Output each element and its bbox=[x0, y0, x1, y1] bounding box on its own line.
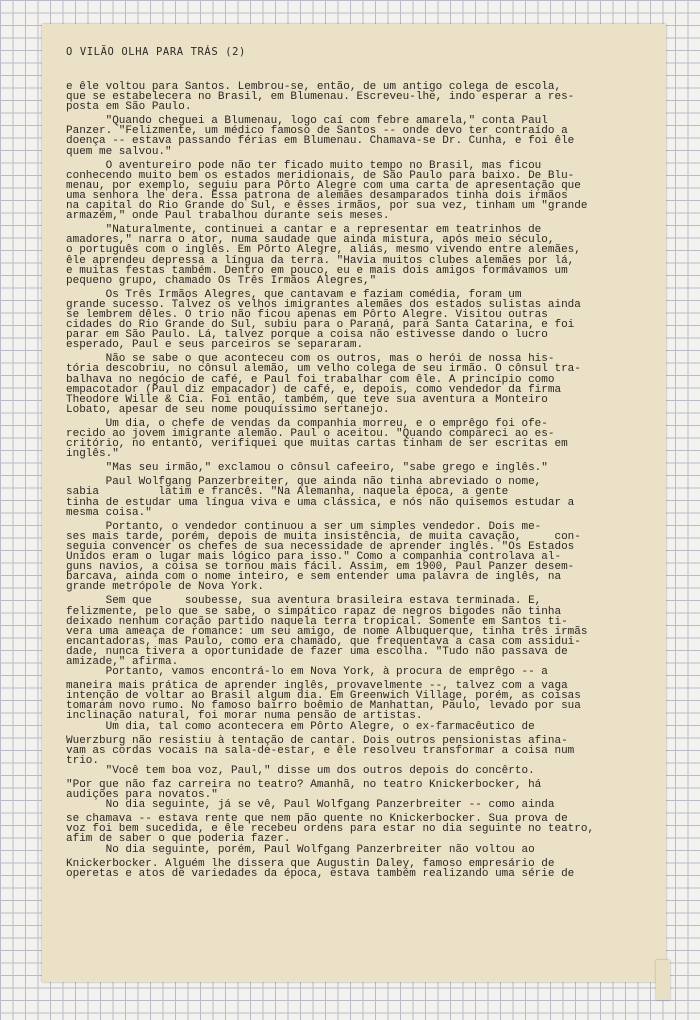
text-line: Knickerbocker. Alguém lhe dissera que Augustin Daley, famoso empresário de bbox=[66, 857, 555, 870]
text-line: tomaram novo rumo. No famoso bairro boêmio de Manhattan, Paulo, levado por sua bbox=[66, 700, 581, 713]
text-line: "Mas seu irmão," exclamou o cônsul cafeeiro, "sabe grego e inglês." bbox=[66, 462, 548, 475]
text-line: No dia seguinte, porém, Paul Wolfgang Panzerbreiter não voltou ao bbox=[66, 843, 535, 856]
text-line: na capital do Rio Grande do Sul, e êsses irmãos, por sua vez, tinham um "grande bbox=[66, 200, 588, 213]
text-line: se lembrem dêles. O trio não ficou apenas em Pôrto Alegre. Visitou outras bbox=[66, 308, 548, 321]
text-line: Sem que soubesse, sua aventura brasileira estava terminada. E, bbox=[66, 595, 542, 608]
text-line: grande sucesso. Talvez os velhos imigrantes alemães dos estados sulistas ainda bbox=[66, 298, 581, 311]
text-line: Wuerzburg não resistiu à tentação de cantar. Dois outros pensionistas afina- bbox=[66, 734, 568, 747]
text-line: esperado, Paul e seus parceiros se separaram. bbox=[66, 339, 364, 352]
text-line: uma senhora lhe dera. Essa patrona de alemães desamparados tinha dois irmãos bbox=[66, 189, 568, 202]
text-line: inclinação natural, foi morar numa pensão de artistas. bbox=[66, 710, 423, 723]
text-line: doença -- estava passando férias em Blumenau. Chamava-se Dr. Cunha, e foi êle bbox=[66, 135, 575, 148]
text-line: Portanto, vamos encontrá-lo em Nova York, à procura de emprêgo -- a bbox=[66, 666, 548, 679]
text-line: vam as cordas vocais na sala-de-estar, e êle resolveu transformar a coisa num bbox=[66, 744, 575, 757]
text-line: ses mais tarde, porém, depois de muita insistência, de muita cavação, con- bbox=[66, 530, 581, 543]
text-line: seguia convencer os chefes de sua necessidade de aprender inglês. "Os Estados bbox=[66, 540, 575, 553]
text-line: deixado nenhum coração partido naquela terra tropical. Somente em Santos ti- bbox=[66, 615, 568, 628]
text-line: encantadoras, mas Paulo, como era chamado, que frequentava a casa com assidui- bbox=[66, 635, 581, 648]
text-line: Os Três Irmãos Alegres, que cantavam e faziam comédia, foram um bbox=[66, 288, 522, 301]
text-line: empacotador (Paul diz empacador) de café, e, depois, como vendedor da firma bbox=[66, 383, 562, 396]
text-line: pequeno grupo, chamado Os Três Irmãos Alegres," bbox=[66, 274, 377, 287]
text-line: felizmente, pelo que se sabe, o simpático rapaz de negros bigodes não tinha bbox=[66, 605, 562, 618]
text-line: mesma coisa." bbox=[66, 506, 152, 519]
text-line: guns navios, a coisa se tornou mais fácil. Assim, em 1900, Paul Panzer desem- bbox=[66, 561, 575, 574]
text-line: critório, no entanto, verifiquei que muitas cartas tinham de ser escritas em bbox=[66, 438, 568, 451]
text-line: barcava, ainda com o nome inteiro, e sem entender uma palavra de inglês, na bbox=[66, 571, 562, 584]
text-line: se chamava -- estava rente que nem pão quente no Knickerbocker. Sua prova de bbox=[66, 813, 568, 826]
text-line: posta em São Paulo. bbox=[66, 101, 192, 114]
text-line: inglês." bbox=[66, 448, 119, 461]
text-line: intenção de voltar ao Brasil algum dia. Em Greenwich Village, porém, as coisas bbox=[66, 690, 581, 703]
text-line: que se estabelecera no Brasil, em Blumenau. Escreveu-lhe, indo esperar a res- bbox=[66, 91, 575, 104]
text-line: "Naturalmente, continuei a cantar e a representar em teatrinhos de bbox=[66, 224, 542, 237]
text-line: audições para novatos." bbox=[66, 789, 218, 802]
text-line: Unidos eram o lugar mais lógico para isso." Como a companhia controlava al- bbox=[66, 551, 562, 564]
text-line: tória descobriu, no cônsul alemão, um velho colega de seu irmão. O cônsul tra- bbox=[66, 363, 581, 376]
text-line: recido ao jovem imigrante alemão. Paul o aceitou. "Quando compareci ao es- bbox=[66, 428, 555, 440]
text-line: sabia latim e francês. "Na Alemanha, naquela época, a gente bbox=[66, 486, 509, 499]
text-line: vera uma ameaça de romance: um seu amigo, de nome Albuquerque, tinha três irmãs bbox=[66, 625, 588, 638]
text-line: cidades do Rio Grande do Sul, subiu para o Paraná, para Santa Catarina, e foi bbox=[66, 319, 575, 332]
text-line: Um dia, tal como acontecera em Pôrto Alegre, o ex-farmacêutico de bbox=[66, 720, 535, 733]
text-line: afim de saber o que poderia fazer. bbox=[66, 833, 291, 846]
text-line: menau, por exemplo, seguiu para Pôrto Alegre com uma carta de apresentação que bbox=[66, 179, 581, 192]
text-line: Panzer. "Felizmente, um médico famoso de Santos -- onde devo ter contraído a bbox=[66, 125, 568, 138]
text-line: êle aprendeu depressa a língua da terra. "Havia muitos clubes alemães por lá, bbox=[66, 254, 575, 267]
text-line: Não se sabe o que aconteceu com os outros, mas o herói de nossa his- bbox=[66, 353, 555, 366]
text-line: amizade," afirma. bbox=[66, 655, 179, 668]
text-line: conhecendo muito bem os estados meridionais, de São Paulo para baixo. De Blu- bbox=[66, 169, 575, 182]
text-line: parar em São Paulo. Lá, talvez porque a coisa não estivesse dando o lucro bbox=[66, 329, 548, 342]
text-line: maneira mais prática de aprender inglês, provavelmente --, talvez com a vaga bbox=[66, 680, 568, 693]
text-line: dade, nunca tivera a oportunidade de fazer uma escolha. "Tudo não passava de bbox=[66, 645, 568, 658]
text-line: Lobato, apesar de seu nome pouquíssimo sertanejo. bbox=[66, 403, 390, 416]
text-line: o português com o inglês. Em Pôrto Alegre, aliás, mesmo vivendo entre alemães, bbox=[66, 244, 581, 257]
text-line: armazém," onde Paul trabalhou durante seis meses. bbox=[66, 210, 390, 223]
text-line: balhava no negócio de café, e Paul foi trabalhar com êle. A princípio como bbox=[66, 373, 555, 386]
text-line: Paul Wolfgang Panzerbreiter, que ainda não tinha abreviado o nome, bbox=[66, 476, 542, 489]
text-line: grande metrópole de Nova York. bbox=[66, 581, 265, 594]
text-line: "Por que não faz carreira no teatro? Amanhã, no teatro Knickerbocker, há bbox=[66, 779, 542, 791]
text-line: Theodore Wille & Cia. Foi então, também, que teve sua aventura a Monteiro bbox=[66, 393, 548, 406]
text-line: tinha de estudar uma língua viva e uma clássica, e nós não quisemos estudar a bbox=[66, 496, 575, 509]
text-line: e muitas festas também. Dentro em pouco, eu e mais dois amigos formávamos um bbox=[66, 264, 568, 277]
text-line: No dia seguinte, já se vê, Paul Wolfgang Panzerbreiter -- como ainda bbox=[66, 799, 555, 812]
document-body bbox=[66, 82, 660, 879]
text-line: quem me salvou." bbox=[66, 145, 172, 158]
text-line: trio. bbox=[66, 754, 100, 767]
text-line: amadores," narra o ator, numa saudade que ainda mistura, após meio século, bbox=[66, 234, 555, 247]
text-line: O aventureiro pode não ter ficado muito tempo no Brasil, mas ficou bbox=[66, 159, 542, 172]
text-line: "Quando cheguei a Blumenau, logo caí com febre amarela," conta Paul bbox=[66, 115, 548, 128]
document-page bbox=[42, 24, 666, 982]
text-line: Portanto, o vendedor continuou a ser um simples vendedor. Dois me- bbox=[66, 520, 542, 533]
text-line: "Você tem boa voz, Paul," disse um dos outros depois do concêrto. bbox=[66, 764, 535, 777]
paper-edge bbox=[656, 960, 670, 1000]
document-header: O VILÃO OLHA PARA TRÁS (2) bbox=[66, 46, 246, 58]
text-line: voz foi bem sucedida, e êle recebeu ordens para estar no dia seguinte no teatro, bbox=[66, 823, 595, 836]
text-line: e êle voltou para Santos. Lembrou-se, então, de um antigo colega de escola, bbox=[66, 81, 562, 93]
text-line: operetas e atos de variedades da época, estava também realizando uma série de bbox=[66, 867, 575, 880]
text-line: Um dia, o chefe de vendas da companhia morreu, e o emprêgo foi ofe- bbox=[66, 417, 548, 430]
